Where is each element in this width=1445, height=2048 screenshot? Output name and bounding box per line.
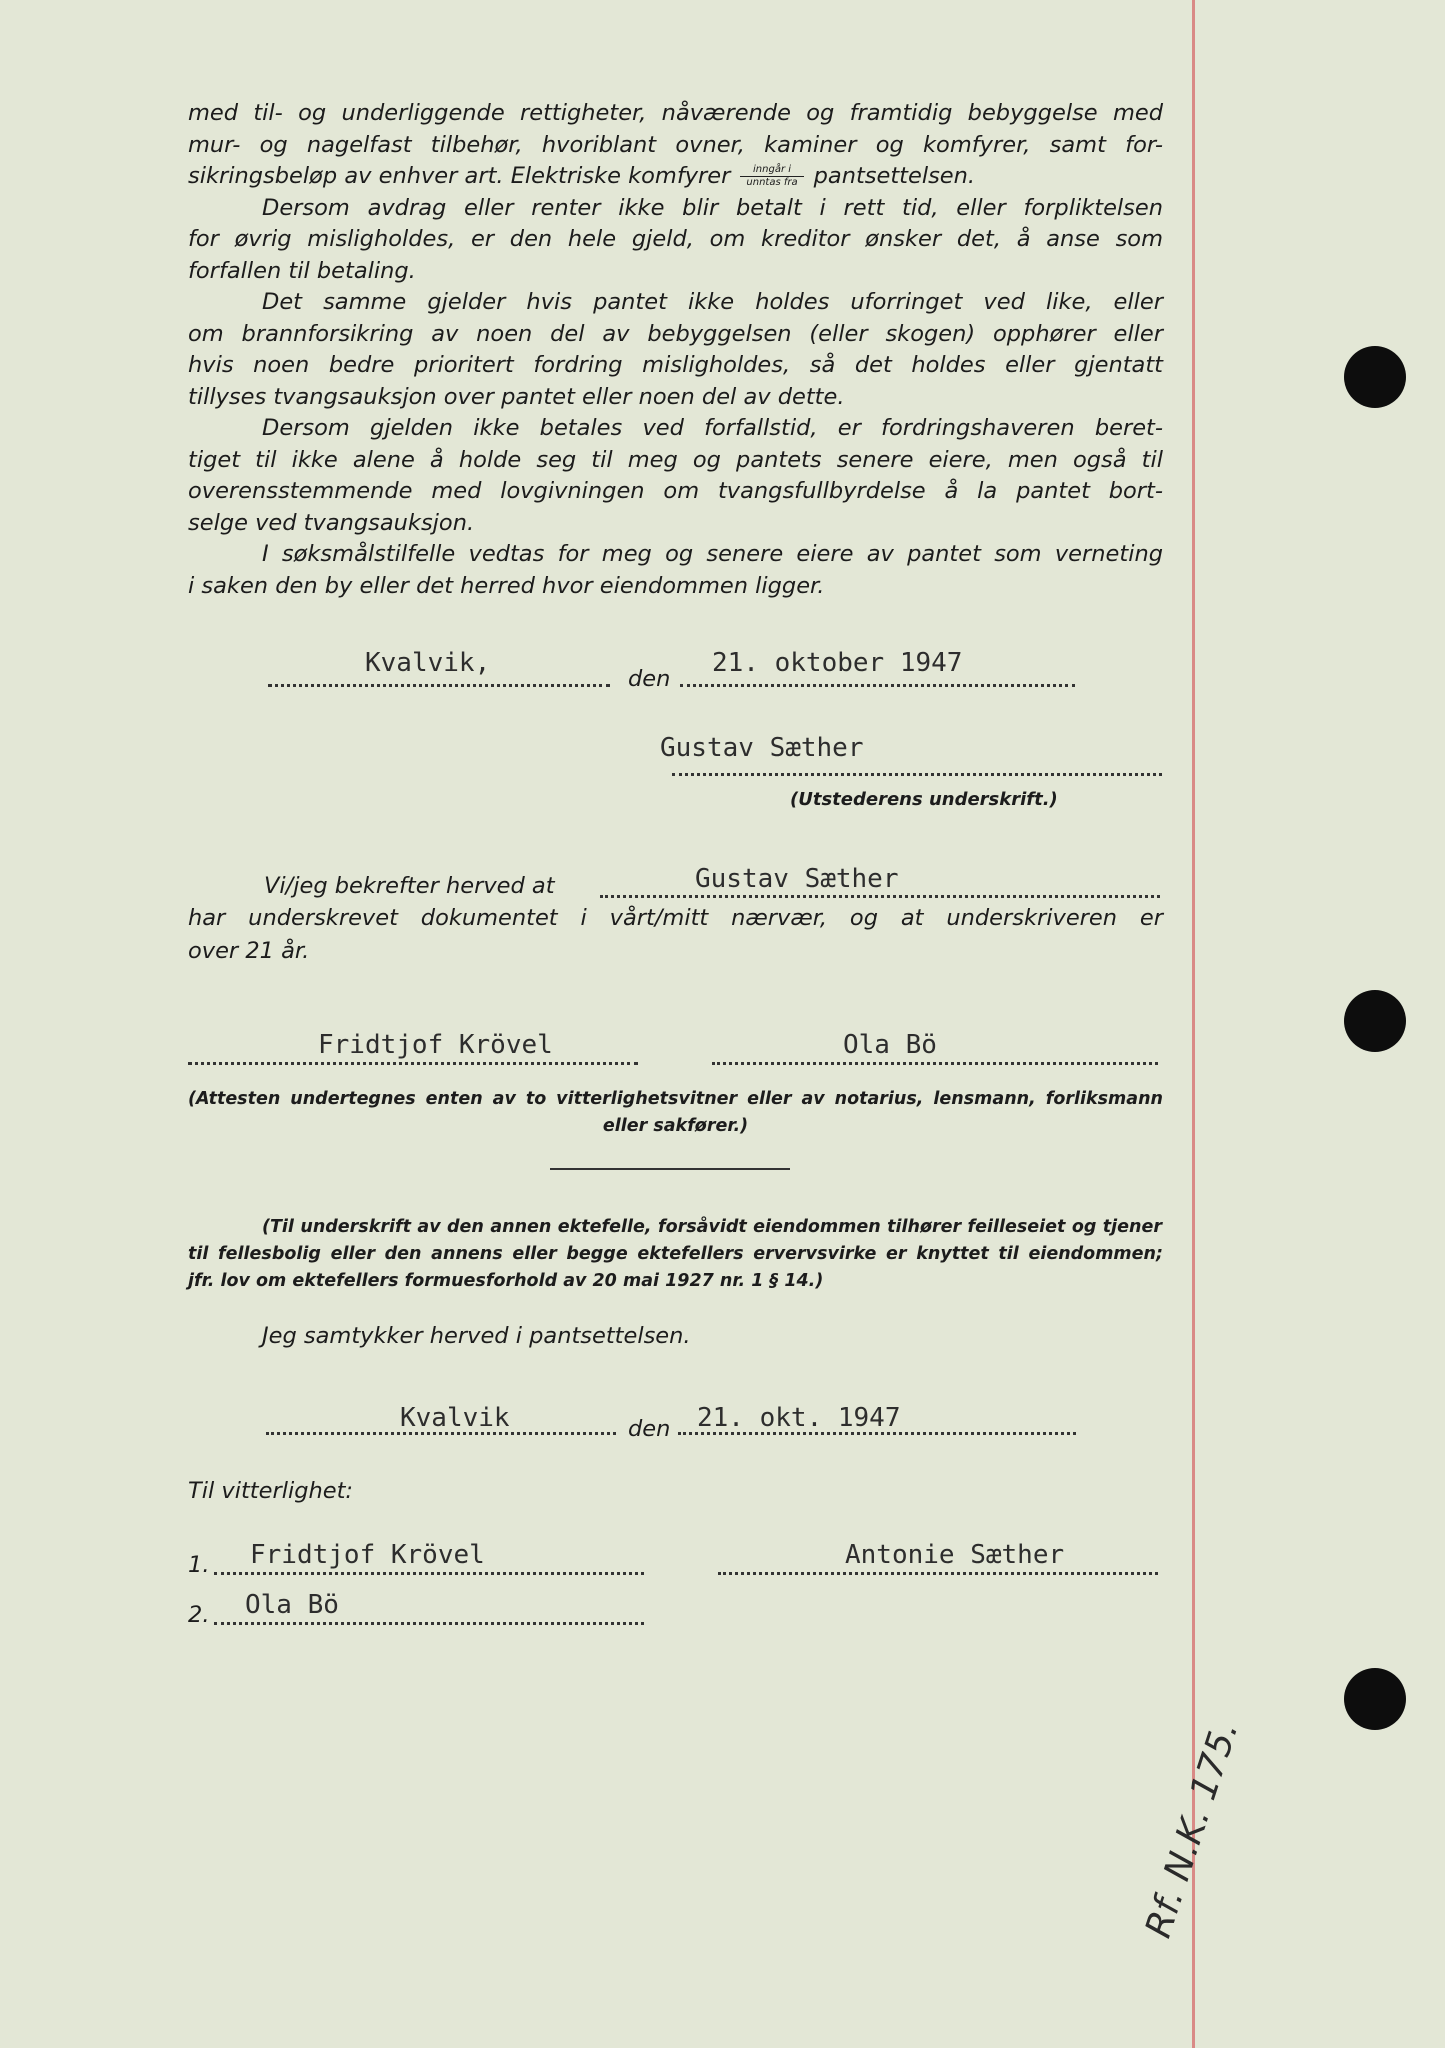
witness-signature: Fridtjof Krövel [250,1540,485,1570]
fraction-top: inngår i [740,164,803,177]
den-label: den [628,666,671,692]
den-label: den [628,1416,671,1442]
spouse-signature: Antonie Sæther [845,1540,1065,1570]
place-dotted-line [268,684,610,687]
text-line: med til- og underliggende rettigheter, nåværende og framtidig bebyggelse med [188,100,1163,126]
consent-text: Jeg samtykker herved i pantsettelsen. [262,1323,691,1349]
signature-dotted-line [672,773,1162,776]
text-line [188,161,1163,193]
mortgage-terms-text [188,98,1163,602]
attest-note: (Attesten undertegnes enten av to vitterlighetsvitner eller av notarius, lensmann, forliksmann [188,1089,1163,1109]
confirm-line: har underskrevet dokumentet i vårt/mitt nærvær, og at underskriveren er [188,905,1163,931]
confirm-dotted-line [600,895,1160,898]
fraction-bottom: unntas fra [746,177,798,188]
text-line: Dersom avdrag eller renter ikke blir betalt i rett tid, eller forpliktelsen [262,194,1163,221]
text-line: i saken den by eller det herred hvor eiendommen ligger. [188,572,825,599]
text-line: forfallen til betaling. [188,257,416,284]
attest-note: eller sakfører.) [602,1116,749,1136]
confirm-prefix: Vi/jeg bekrefter herved at [264,873,555,899]
punch-hole [1344,1668,1406,1730]
fraction-choice [740,164,803,189]
issuer-caption: (Utstederens underskrift.) [790,789,1058,810]
text-line: selge ved tvangsauksjon. [188,509,475,536]
witness-signature: Ola Bö [843,1030,937,1060]
text-line: for øvrig misligholdes, er den hele gjeld, om kreditor ønsker det, å anse som [188,226,1163,252]
text-line: Det samme gjelder hvis pantet ikke holdes uforringet ved like, eller [262,289,1163,315]
spouse-dotted-line [718,1572,1158,1575]
spouse-note: jfr. lov om ektefellers formuesforhold av 20 mai 1927 nr. 1 § 14.) [188,1271,824,1291]
punch-hole [1344,990,1406,1052]
text-fragment: sikringsbeløp av enhver art. Elektriske komfyrer [188,163,731,189]
text-line: tillyses tvangsauksjon over pantet eller noen del av dette. [188,383,845,410]
witness-dotted-line [214,1572,644,1575]
text-fragment: pantsettelsen. [813,163,976,189]
date-text: 21. okt. 1947 [697,1403,901,1433]
witness-dotted-line [712,1062,1158,1065]
spouse-note: til fellesbolig eller den annens eller begge ektefellers ervervsvirke er knyttet til eiendommen; [188,1244,1163,1264]
date-dotted-line [680,684,1075,687]
witness-number: 1. [188,1552,210,1578]
confirm-line: over 21 år. [188,938,310,964]
confirm-name: Gustav Sæther [695,864,899,894]
margin-line [1192,0,1195,2048]
witness-number: 2. [188,1602,210,1628]
text-line: overensstemmende med lovgivningen om tvangsfullbyrdelse å la pantet bort- [188,478,1163,504]
text-line: tiget til ikke alene å holde seg til meg og pantets senere eiere, men også til [188,446,1163,473]
issuer-signature: Gustav Sæther [660,733,864,763]
witness-signature: Fridtjof Krövel [318,1030,553,1060]
til-vitterlighet-label: Til vitterlighet: [188,1478,353,1504]
place-text: Kvalvik, [365,648,491,678]
witness-signature: Ola Bö [245,1590,339,1620]
witness-dotted-line [188,1062,638,1065]
text-line: I søksmålstilfelle vedtas for meg og senere eiere av pantet som verneting [262,541,1163,567]
witness-dotted-line [214,1622,644,1625]
punch-hole [1344,346,1406,408]
place-text: Kvalvik [400,1403,510,1433]
text-line: hvis noen bedre prioritert fordring misligholdes, så det holdes eller gjentatt [188,352,1163,378]
divider-rule [550,1168,790,1170]
date-text: 21. oktober 1947 [712,648,963,678]
text-line: Dersom gjelden ikke betales ved forfallstid, er fordringshaveren beret- [262,415,1163,441]
text-line: mur- og nagelfast tilbehør, hvoriblant ovner, kaminer og komfyrer, samt for- [188,131,1163,158]
spouse-note: (Til underskrift av den annen ektefelle, forsåvidt eiendommen tilhører feilleseiet og tjener [262,1217,1162,1237]
text-line: om brannforsikring av noen del av bebyggelsen (eller skogen) opphører eller [188,320,1163,347]
margin-notation: Rf. N.K. 175. [1138,1716,1247,1943]
